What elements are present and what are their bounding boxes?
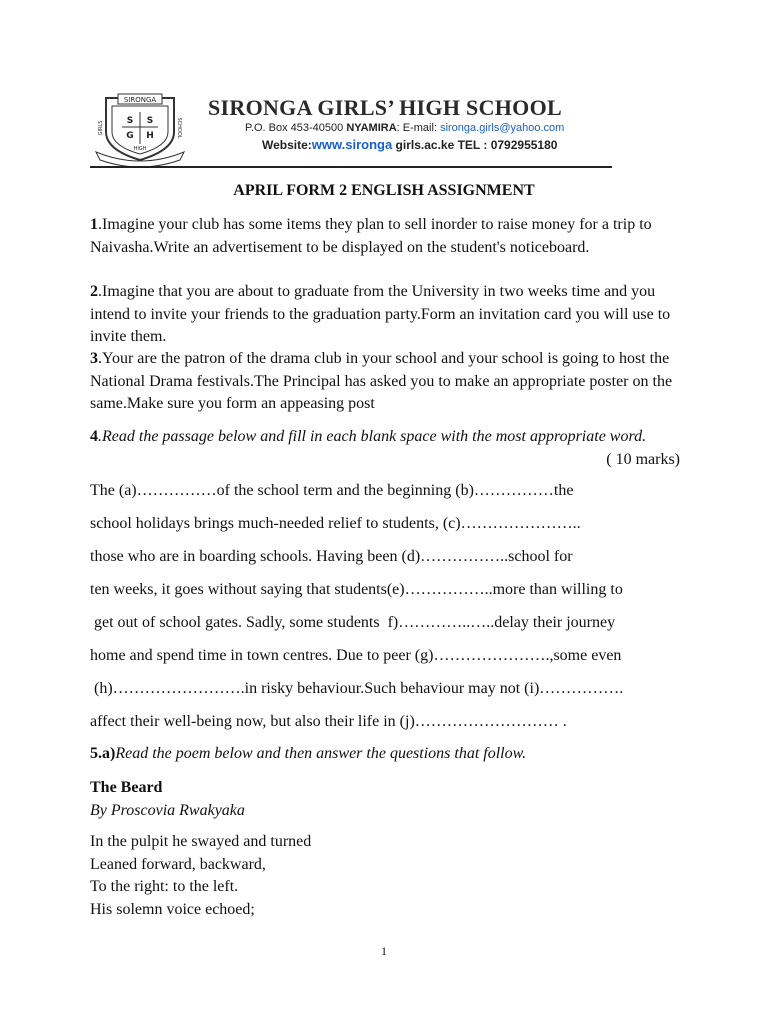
- header-divider: [90, 166, 612, 168]
- page-number: 1: [381, 944, 387, 958]
- question-4-marks: ( 10 marks): [606, 450, 680, 468]
- school-crest-logo: [92, 92, 188, 166]
- question-5-text: Read the poem below and then answer the questions that follow.: [115, 745, 527, 762]
- cloze-line: school holidays brings much-needed relief to students, (c)…………………..: [90, 515, 581, 532]
- cloze-line: get out of school gates. Sadly, some students f)…………..…..delay their journey: [90, 614, 616, 631]
- question-1-number: 1: [90, 216, 98, 233]
- question-5-number: 5.a): [90, 745, 116, 762]
- question-3: [90, 348, 680, 416]
- website-rest: girls.ac.ke TEL : 0792955180: [392, 138, 558, 152]
- cloze-line: ten weeks, it goes without saying that students(e)……………..more than willing to: [90, 581, 623, 598]
- cloze-line: affect their well-being now, but also their life in (j)……………………… .: [90, 713, 567, 730]
- cloze-line: (h)…………………….in risky behaviour.Such behaviour may not (i)…………….: [90, 680, 624, 697]
- question-2-number: 2: [90, 283, 98, 300]
- question-2: [90, 281, 680, 349]
- website-link[interactable]: www.sironga: [311, 137, 393, 152]
- poem-line: In the pulpit he swayed and turned: [90, 833, 312, 850]
- website-label: Website:: [262, 138, 312, 152]
- question-2-text: .Imagine that you are about to graduate from the University in two weeks time and you intend to invite your friends to the graduation party.Form an invitation card you will use to invite them.: [90, 283, 671, 345]
- poem-heading: [90, 777, 245, 822]
- crest-right-text: SCHOOL: [176, 117, 182, 139]
- address-town: NYAMIRA: [346, 122, 397, 134]
- poem-line: To the right: to the left.: [90, 878, 239, 895]
- poem-body: [90, 831, 311, 921]
- question-4-number: 4: [90, 428, 98, 445]
- poem-line: Leaned forward, backward,: [90, 855, 266, 873]
- cloze-line: those who are in boarding schools. Having been (d)……………..school for: [90, 548, 573, 565]
- crest-bottom-text: HIGH: [133, 146, 147, 152]
- crest-letter-4: H: [146, 131, 154, 141]
- poem-author: By Proscovia Rwakyaka: [90, 801, 245, 819]
- address-prefix: P.O. Box 453-40500: [245, 122, 347, 134]
- assignment-title: APRIL FORM 2 ENGLISH ASSIGNMENT: [233, 182, 535, 199]
- cloze-line: The (a)……………of the school term and the beginning (b)……………the: [90, 482, 574, 499]
- school-website: [262, 137, 557, 152]
- question-3-text: .Your are the patron of the drama club in your school and your school is going to host the National Drama festivals.The Principal has asked you to make an appropriate poster on the same.Make sure you form an appeasing post: [90, 350, 673, 412]
- question-4-instructions: [90, 426, 680, 471]
- poem-title: The Beard: [90, 779, 163, 796]
- crest-letter-3: G: [126, 131, 134, 141]
- letterhead: [90, 92, 622, 166]
- crest-letter-2: S: [146, 116, 154, 126]
- question-3-number: 3: [90, 350, 98, 367]
- question-4-text: .Read the passage below and fill in each blank space with the most appropriate word.: [98, 428, 647, 445]
- cloze-line: home and spend time in town centres. Due to peer (g)………………….,some even: [90, 647, 622, 664]
- crest-letter-1: S: [126, 116, 134, 126]
- school-address: [245, 122, 564, 134]
- crest-left-text: GIRLS: [98, 120, 104, 136]
- school-name: SIRONGA GIRLS’ HIGH SCHOOL: [208, 95, 562, 120]
- question-5-instructions: [90, 745, 526, 763]
- question-1: [90, 214, 680, 259]
- poem-line: His solemn voice echoed;: [90, 900, 255, 918]
- email-link[interactable]: sironga.girls@yahoo.com: [440, 122, 565, 134]
- crest-top-text: SIRONGA: [123, 96, 157, 104]
- address-email-label: : E-mail:: [396, 122, 441, 134]
- question-1-text: .Imagine your club has some items they plan to sell inorder to raise money for a trip to Naivasha.Write an advertisement to be displayed on the student's noticeboard.: [90, 216, 652, 256]
